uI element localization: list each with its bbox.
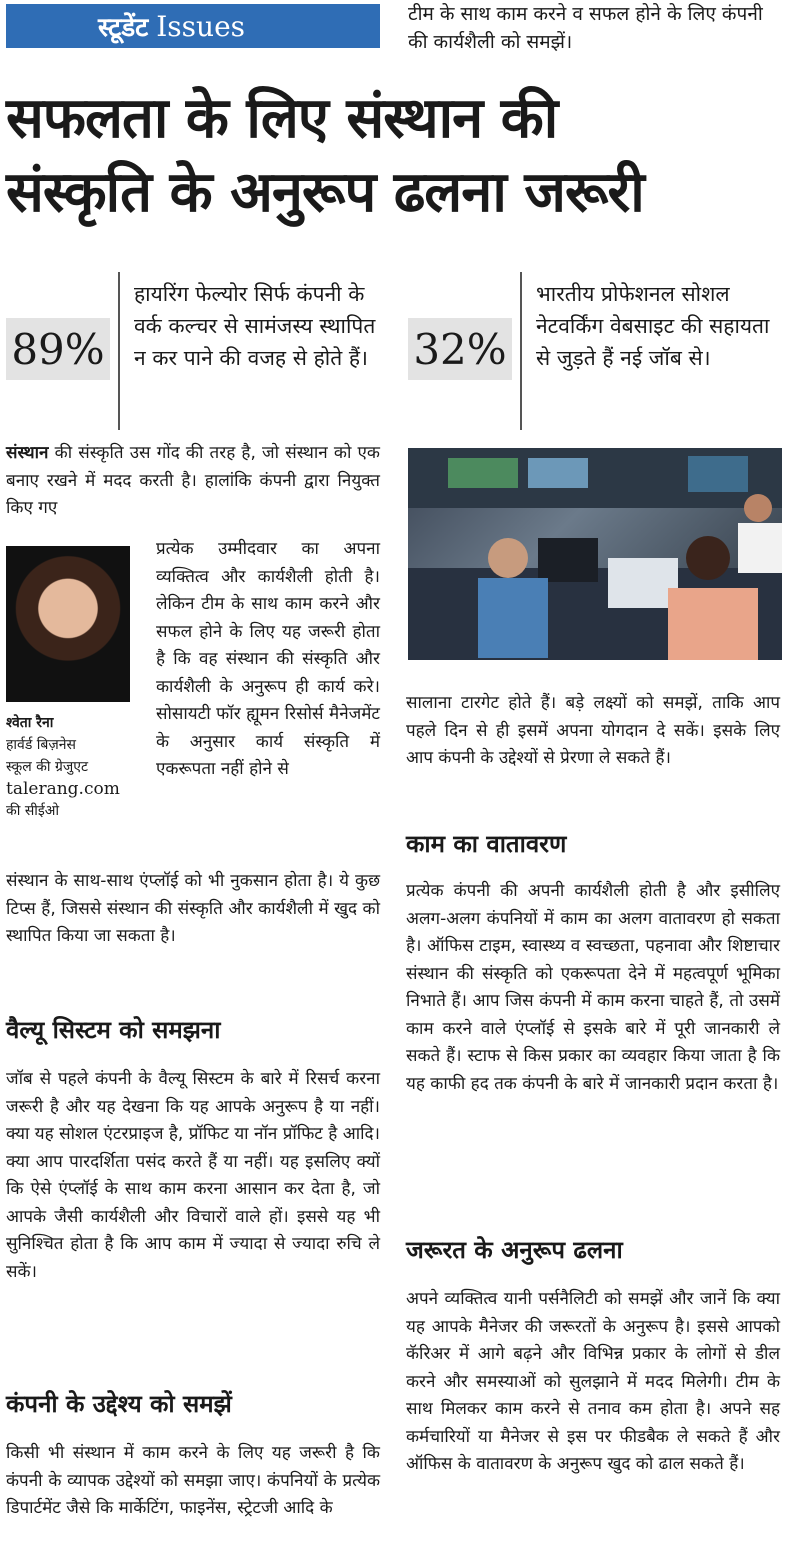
goals-body-continued: सालाना टारगेट होते हैं। बड़े लक्ष्यों को समझें, ताकि आप पहले दिन से ही इसमें अपना योगदान दे सकें। इसके लिए आप कंपनी के उद्देश्यों से प्रेरणा ले सकते हैं। [406, 693, 780, 768]
intro-text-1: की संस्कृति उस गोंद की तरह है, जो संस्थान को एक बनाए रखने में मदद करती है। हालांकि कंपनी द्वारा नियुक्त किए गए [6, 443, 380, 518]
author-site: talerang.com [6, 779, 120, 799]
section-tag [6, 4, 380, 48]
author-portrait [6, 546, 130, 702]
office-photo-illustration [408, 448, 782, 660]
intro-paragraph-wrap: प्रत्येक उम्मीदवार का अपना व्यक्तित्व और कार्यशैली होती है। लेकिन टीम के साथ काम करने और सफल होने के लिए यह जरूरी होता है कि वह संस्थान की संस्कृति और कार्यशैली के अनुरूप ही कार्य करे। सोसायटी फॉर ह्यूमन रिसोर्स मैनेजमेंट के अनुसार कार्य संस्कृति में एकरूपता नहीं होने से [156, 539, 380, 779]
headline-line-1: सफलता के लिए संस्थान की [6, 86, 558, 151]
author-caption [6, 712, 146, 822]
stat-value-2: 32% [408, 318, 512, 380]
values-heading: वैल्यू सिस्टम को समझना [6, 1016, 221, 1044]
author-line-2: स्कूल की ग्रेजुएट [6, 759, 89, 775]
headline-line-2: संस्कृति के अनुरूप ढलना जरूरी [6, 160, 644, 225]
intro-paragraph-end: संस्थान के साथ-साथ एंप्लॉई को भी नुकसान होता है। ये कुछ टिप्स हैं, जिससे संस्थान की संस्कृति और कार्यशैली में खुद को स्थापित किया जा सकता है। [6, 871, 380, 946]
intro-paragraph-top [6, 440, 380, 523]
headline [6, 82, 782, 230]
environment-heading: काम का वातावरण [406, 830, 567, 858]
stat-text-2: भारतीय प्रोफेशनल सोशल नेटवर्किंग वेबसाइट की सहायता से जुड़ते हैं नई जॉब से। [536, 282, 770, 370]
intro-lead-word: संस्थान [6, 443, 49, 463]
author-role: की सीईओ [6, 803, 60, 819]
section-tag-english: Issues [156, 9, 246, 43]
office-photo [408, 448, 782, 660]
author-line-1: हार्वर्ड बिज़नेस [6, 737, 77, 753]
stat-divider-2 [520, 272, 522, 430]
adapt-heading: जरूरत के अनुरूप ढलना [406, 1236, 623, 1264]
stat-divider-1 [118, 272, 120, 430]
stat-text-1: हायरिंग फेल्योर सिर्फ कंपनी के वर्क कल्चर से सामंजस्य स्थापित न कर पाने की वजह से होते हैं। [134, 282, 376, 370]
top-right-teaser: टीम के साथ काम करने व सफल होने के लिए कंपनी की कार्यशैली को समझें। [408, 3, 763, 53]
section-tag-hindi: स्टूडेंट [98, 13, 149, 43]
adapt-body: अपने व्यक्तित्व यानी पर्सनैलिटी को समझें और जानें कि क्या यह आपके मैनेजर की जरूरतों के अनुरूप है। इससे आपको कॅरिअर में आगे बढ़ने और विभिन्न प्रकार के लोगों से डील करने और समस्याओं को सुलझाने में मदद मिलेगी। टीम के साथ मिलकर काम करने से तनाव कम होता है। अपने सह कर्मचारियों या मैनेजर से इस पर फीडबैक ले सकते हैं और ऑफिस के वातावरण के अनुरूप खुद को ढाल सकते हैं। [406, 1289, 780, 1474]
goals-body: किसी भी संस्थान में काम करने के लिए यह जरूरी है कि कंपनी के व्यापक उद्देश्यों को समझा जाए। कंपनियों के प्रत्येक डिपार्टमेंट जैसे कि मार्केटिंग, फाइनेंस, स्ट्रेटजी आदि के [6, 1443, 380, 1518]
environment-body: प्रत्येक कंपनी की अपनी कार्यशैली होती है और इसीलिए अलग-अलग कंपनियों में काम का अलग वातावरण हो सकता है। ऑफिस टाइम, स्वास्थ्य व स्वच्छता, पहनावा और शिष्टाचार संस्थान की संस्कृति को एकरूपता देने में महत्वपूर्ण भूमिका निभाते हैं। आप जिस कंपनी में काम करना चाहते हैं, तो उसमें काम करने वाले एंप्लॉई से इसके बारे में पूरी जानकारी ले सकते हैं। स्टाफ से किस प्रकार का व्यवहार किया जाता है कि यह काफी हद तक कंपनी के बारे में जानकारी प्रदान करता है। [406, 881, 780, 1094]
stat-value-1: 89% [6, 318, 110, 380]
goals-heading: कंपनी के उद्देश्य को समझें [6, 1390, 232, 1418]
values-body: जॉब से पहले कंपनी के वैल्यू सिस्टम के बारे में रिसर्च करना जरूरी है और यह देखना कि यह आपके अनुरूप है या नहीं। क्या यह सोशल एंटरप्राइज है, प्रॉफिट या नॉन प्रॉफिट है आदि। क्या आप पारदर्शिता पसंद करते हैं या नहीं। यह इसलिए क्यों कि ऐसे एंप्लॉई के साथ काम करना आसान कर देता है, जो आपके जैसी कार्यशैली और विचारों वाले हों। इससे यह भी सुनिश्चित होता है कि आप काम में ज्यादा से ज्यादा रुचि ले सकें। [6, 1069, 380, 1282]
author-name: श्वेता रैना [6, 715, 54, 731]
